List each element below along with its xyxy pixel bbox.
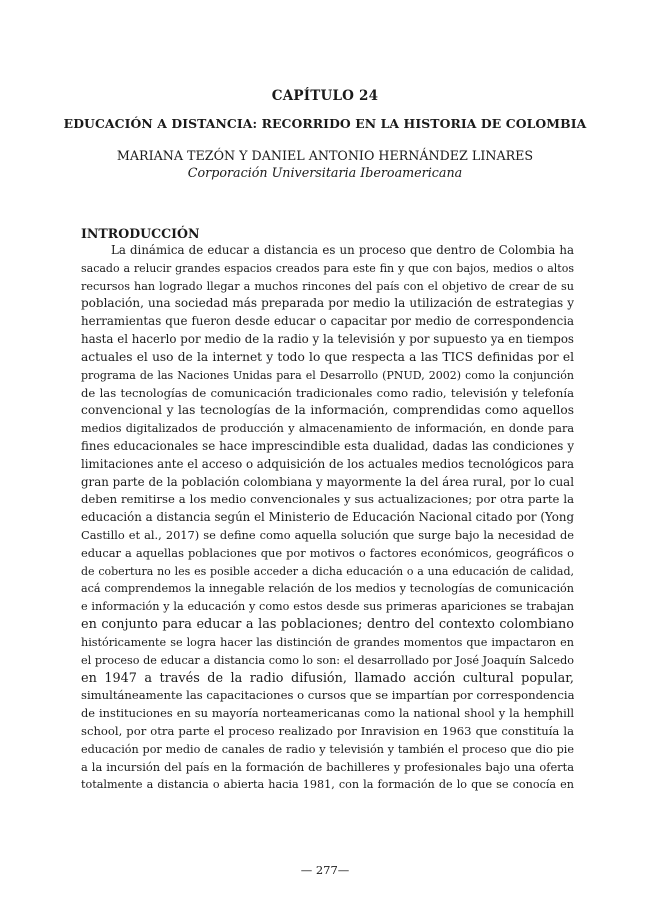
paragraph-line: programa de las Naciones Unidas para el Desarrollo (PNUD, 2002) como la conjunción [81,368,574,382]
paragraph-line: acá comprendemos la innegable relación de los medios y tecnologías de comunicación [81,582,574,596]
paragraph-line: de instituciones en su mayoría norteamericanas como la national shool y la hemphill [81,706,574,721]
paragraph-line: gran parte de la población colombiana y mayormente la del área rural, por lo cual [81,474,574,489]
paragraph-line: de las tecnologías de comunicación tradicionales como radio, televisión y telefonía [81,385,574,400]
authors: MARIANA TEZÓN Y DANIEL ANTONIO HERNÁNDEZ LINARES [116,148,534,163]
paragraph-line: educar a aquellas poblaciones que por motivos o factores económicos, geográficos o [81,545,574,560]
page-number: — 277— [300,863,350,877]
paragraph-line: históricamente se logra hacer las distinción de grandes momentos que impactaron en [81,635,574,649]
paragraph-line: el proceso de educar a distancia como lo son: el desarrollado por José Joaquín Salcedo [81,653,574,667]
paragraph-line: convencional y las tecnologías de la información, comprendidas como aquellos [81,403,574,418]
paragraph-line: e información y la educación y como estos desde sus primeras apariciones se trabajan [81,600,574,614]
paragraph-line: totalmente a distancia o abierta hacia 1981, con la formación de lo que se conocía en [81,778,574,792]
paragraph-line: población, una sociedad más preparada por medio la utilización de estrategias y [81,296,574,311]
paragraph-line: hasta el hacerlo por medio de la radio y la televisión y por supuesto ya en tiempos [81,332,574,347]
body-paragraph [81,242,574,794]
paragraph-line: herramientas que fueron desde educar o capacitar por medio de correspondencia [81,314,574,329]
paragraph-line: sacado a relucir grandes espacios creados para este fin y que con bajos, medios o altos [81,261,574,275]
paragraph-line: educación por medio de canales de radio y televisión y también el proceso que dio pie [81,742,574,756]
paragraph-line: school, por otra parte el proceso realizado por Inravision en 1963 que constituía la [81,723,574,738]
affiliation: Corporación Universitaria Iberoamericana [187,165,463,180]
paragraph-line: simultáneamente las capacitaciones o cursos que se impartían por correspondencia [81,688,574,703]
paragraph-line: educación a distancia según el Ministerio de Educación Nacional citado por (Yong [81,510,574,525]
paragraph-line: en 1947 a través de la radio difusión, llamado acción cultural popular, [81,670,574,686]
paragraph-line: deben remitirse a los medio convencionales y sus actualizaciones; por otra parte la [81,492,574,507]
chapter-title: EDUCACIÓN A DISTANCIA: RECORRIDO EN LA HISTORIA DE COLOMBIA [63,116,587,131]
paragraph-line: La dinámica de educar a distancia es un proceso que dentro de Colombia ha [111,243,574,257]
paragraph-line: a la incursión del país en la formación de bachilleres y profesionales bajo una oferta [81,759,574,774]
paragraph-line: de cobertura no les es posible acceder a dicha educación o a una educación de calidad, [81,564,574,578]
section-heading: INTRODUCCIÓN [81,226,200,241]
paragraph-line: en conjunto para educar a las poblaciones; dentro del contexto colombiano [81,617,574,633]
paragraph-line: limitaciones ante el acceso o adquisición de los actuales medios tecnológicos para [81,456,574,471]
paragraph-line: fines educacionales se hace imprescindible esta dualidad, dadas las condiciones y [81,438,574,453]
paragraph-line: medios digitalizados de producción y almacenamiento de información, en donde para [81,422,574,436]
paragraph-line: Castillo et al., 2017) se define como aquella solución que surge bajo la necesidad de [81,528,574,542]
paragraph-line: actuales el uso de la internet y todo lo que respecta a las TICS definidas por el [81,349,574,364]
paragraph-line: recursos han logrado llegar a muchos rincones del país con el objetivo de crear de su [81,279,574,293]
chapter-heading: CAPÍTULO 24 [271,88,379,104]
